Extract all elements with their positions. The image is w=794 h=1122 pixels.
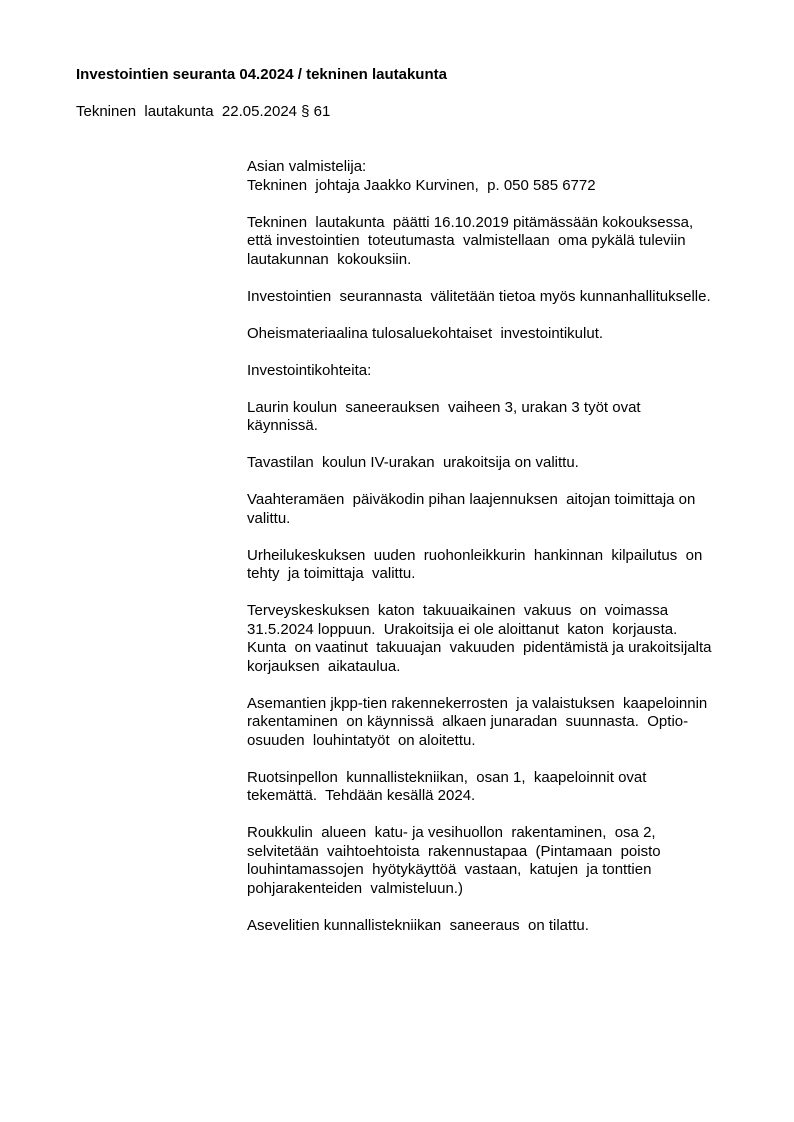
text-line: Tekninen lautakunta päätti 16.10.2019 pitämässään kokouksessa, [247,213,694,231]
text-line: että investointien toteutumasta valmistellaan oma pykälä tuleviin [247,232,686,249]
paragraph-asevelitie [247,917,747,936]
text-line: tekemättä. Tehdään kesällä 2024. [247,787,476,804]
paragraph-terveyskeskus [247,602,747,676]
text-line: Urheilukeskuksen uuden ruohonleikkurin hankinnan kilpailutus on [247,546,703,564]
paragraph-preparer [247,158,747,195]
paragraph-roukkuli [247,824,747,898]
text-line: Asevelitien kunnallistekniikan saneeraus on tilattu. [247,916,589,934]
paragraph-decision-2019 [247,214,747,270]
text-line: Roukkulin alueen katu- ja vesihuollon rakentaminen, osa 2, [247,824,656,841]
text-line: käynnissä. [247,417,318,434]
text-line: valittu. [247,509,291,527]
paragraph-tavastila [247,454,747,473]
document-title: Investointien seuranta 04.2024 / tekninen lautakunta [76,66,447,83]
text-line: Tekninen johtaja Jaakko Kurvinen, p. 050 585 6772 [247,176,596,194]
text-line: Tavastilan koulun IV-urakan urakoitsija on valittu. [247,454,579,471]
paragraph-attachment [247,325,747,344]
text-line: Terveyskeskuksen katon takuuaikainen vakuus on voimassa [247,602,669,619]
paragraph-asemantie [247,695,747,751]
paragraph-board-info [247,288,747,307]
text-line: Kunta on vaatinut takuuajan vakuuden pidentämistä ja urakoitsijalta [247,639,712,656]
text-line: louhintamassojen hyötykäyttöä vastaan, katujen ja tonttien [247,861,652,878]
document-body [247,158,747,954]
text-line: selvitetään vaihtoehtoista rakennustapaa (Pintamaan poisto [247,842,661,860]
text-line: rakentaminen on käynnissä alkaen junaradan suunnasta. Optio- [247,713,689,730]
text-line: Vaahteramäen päiväkodin pihan laajennuksen aitojan toimittaja on [247,491,696,508]
paragraph-urheilukeskus [247,547,747,584]
text-line: Investointien seurannasta välitetään tietoa myös kunnanhallitukselle. [247,287,711,305]
text-line: Asian valmistelija: [247,158,367,175]
text-line: Oheismateriaalina tulosaluekohtaiset investointikulut. [247,324,604,342]
text-line: Investointikohteita: [247,361,372,379]
text-line: osuuden louhintatyöt on aloitettu. [247,731,476,749]
paragraph-laurin-koulu [247,399,747,436]
text-line: korjauksen aikataulua. [247,657,401,675]
text-line: pohjarakenteiden valmisteluun.) [247,879,463,897]
text-line: tehty ja toimittaja valittu. [247,565,416,582]
text-line: Asemantien jkpp-tien rakennekerrosten ja valaistuksen kaapeloinnin [247,694,708,712]
text-line: 31.5.2024 loppuun. Urakoitsija ei ole aloittanut katon korjausta. [247,620,678,638]
text-line: Laurin koulun saneerauksen vaiheen 3, urakan 3 työt ovat [247,398,641,416]
paragraph-vaahteramaki [247,491,747,528]
paragraph-ruotsinpelto [247,769,747,806]
text-line: lautakunnan kokouksiin. [247,250,412,268]
document-subtitle: Tekninen lautakunta 22.05.2024 § 61 [76,103,331,120]
text-line: Ruotsinpellon kunnallistekniikan, osan 1, kaapeloinnit ovat [247,768,647,786]
paragraph-targets-heading [247,362,747,381]
